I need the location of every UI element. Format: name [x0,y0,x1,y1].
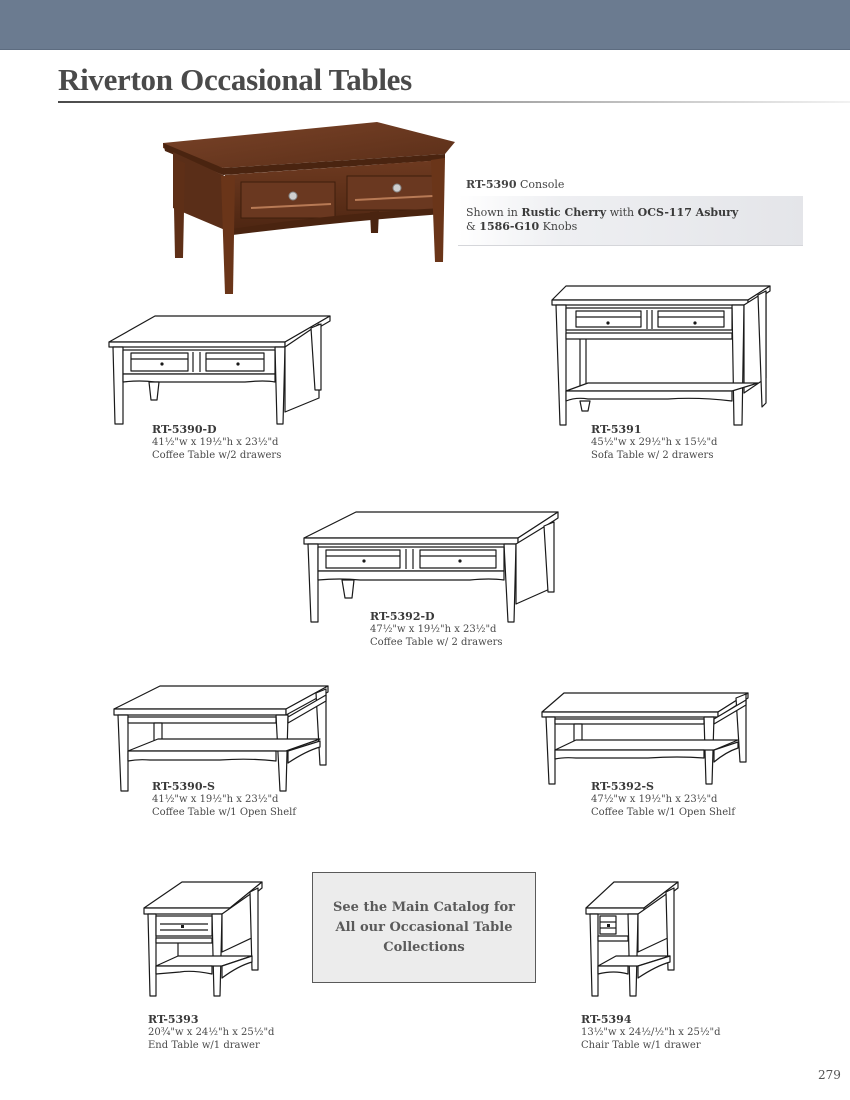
product-dimensions: 45½"w x 29½"h x 15½"d [591,437,718,448]
product-description: Coffee Table w/1 Open Shelf [152,807,297,818]
product-description: Coffee Table w/ 2 drawers [370,637,503,648]
product-description: End Table w/1 drawer [148,1040,260,1051]
main-catalog-callout [312,872,536,983]
caption-rt-5393 [148,1013,274,1052]
hero-caption [466,178,564,191]
knob-code: 1586-G10 [479,220,540,233]
product-dimensions: 20¾"w x 24½"h x 25½"d [148,1027,275,1038]
product-sku: RT-5393 [148,1013,199,1026]
drawing-rt-5391 [548,283,774,428]
product-dimensions: 13½"w x 24½/½"h x 25½"d [581,1027,721,1038]
product-sku: RT-5391 [591,423,642,436]
drawing-rt-5392-d [300,508,562,625]
product-sku: RT-5394 [581,1013,632,1026]
product-description: Coffee Table w/2 drawers [152,450,282,461]
hardware-name: OCS-117 Asbury [637,206,739,219]
with-label: with [606,206,638,219]
page-number: 279 [818,1068,841,1082]
drawing-rt-5390-d [105,312,335,430]
callout-text: See the Main Catalog for All our Occasional Table Collections [333,899,515,955]
caption-rt-5390-d [152,423,281,462]
caption-rt-5390-s [152,780,296,819]
hero-type: Console [520,178,565,191]
product-sku: RT-5392-D [370,610,435,623]
product-description: Coffee Table w/1 Open Shelf [591,807,736,818]
hero-sku: RT-5390 [466,178,517,191]
header-band [0,0,850,50]
product-sku: RT-5390-S [152,780,216,793]
page-title: Riverton Occasional Tables [58,62,412,97]
caption-rt-5392-s [591,780,735,819]
caption-rt-5392-d [370,610,503,649]
product-dimensions: 47½"w x 19½"h x 23½"d [591,794,718,805]
title-divider [58,101,850,103]
drawing-rt-5393 [142,880,264,998]
shown-in-label: Shown in [466,206,522,219]
drawing-rt-5390-s [110,683,332,793]
knobs-label: Knobs [539,220,578,233]
drawing-rt-5392-s [538,690,752,786]
product-dimensions: 41½"w x 19½"h x 23½"d [152,794,279,805]
amp-label: & [466,220,480,233]
hero-finish-box [458,196,803,246]
product-sku: RT-5392-S [591,780,655,793]
hero-product-photo [155,118,460,298]
product-dimensions: 41½"w x 19½"h x 23½"d [152,437,279,448]
drawing-rt-5394 [584,880,680,998]
product-sku: RT-5390-D [152,423,217,436]
caption-rt-5391 [591,423,717,462]
finish-name: Rustic Cherry [521,206,607,219]
caption-rt-5394 [581,1013,721,1052]
product-description: Chair Table w/1 drawer [581,1040,701,1051]
product-description: Sofa Table w/ 2 drawers [591,450,714,461]
product-dimensions: 47½"w x 19½"h x 23½"d [370,624,497,635]
